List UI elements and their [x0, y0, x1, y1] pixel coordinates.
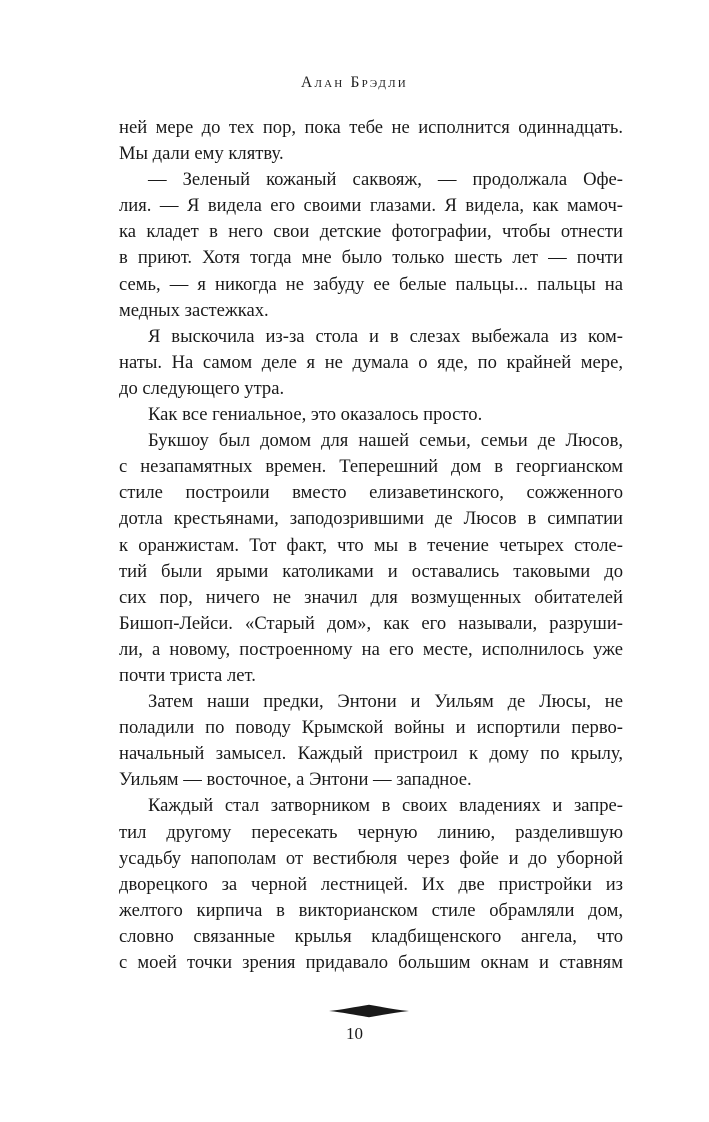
text-line: Как все гениальное, это оказалось просто.: [148, 404, 483, 426]
text-line: наты. На самом деле я не думала о яде, по крайней мере,: [119, 351, 623, 373]
text-line: Затем наши предки, Энтони и Уильям де Люсы, не: [148, 691, 623, 713]
text-line: Каждый стал затворником в своих владениях и запре-: [148, 795, 623, 817]
text-line: Букшоу был домом для нашей семьи, семьи де Люсов,: [148, 430, 623, 452]
folio-ornament-icon: [329, 1004, 409, 1018]
text-line: медных застежках.: [119, 299, 269, 321]
text-line: до следующего утра.: [119, 377, 285, 399]
body-text: [119, 115, 623, 976]
text-line: поладили по поводу Крымской войны и испортили перво-: [119, 717, 623, 739]
page-number: 10: [346, 1024, 363, 1043]
text-line: начальный замысел. Каждый пристроил к дому по крылу,: [119, 743, 623, 765]
text-line: ней мере до тех пор, пока тебе не исполнится одиннадцать.: [119, 117, 623, 138]
text-line: сих пор, ничего не значил для возмущенных обитателей: [119, 586, 623, 608]
text-line: в приют. Хотя тогда мне было только шесть лет — почти: [119, 247, 623, 269]
text-line: тил другому пересекать черную линию, разделившую: [119, 821, 623, 843]
text-line: усадьбу напополам от вестибюля через фойе и до уборной: [119, 847, 623, 869]
text-line: с незапамятных времен. Теперешний дом в георгианском: [119, 456, 623, 478]
text-line: желтого кирпича в викторианском стиле обрамляли дом,: [119, 899, 623, 921]
text-line: тий были ярыми католиками и оставались таковыми до: [119, 560, 623, 582]
running-head: Алан Брэдли: [301, 74, 408, 91]
text-line: с моей точки зрения придавало большим окнам и ставням: [119, 952, 623, 973]
text-line: словно связанные крылья кладбищенского ангела, что: [119, 925, 623, 947]
text-line: Мы дали ему клятву.: [119, 143, 284, 165]
text-line: почти триста лет.: [119, 664, 256, 686]
text-line: — Зеленый кожаный саквояж, — продолжала Офе-: [148, 169, 623, 191]
text-line: дворецкого за черной лестницей. Их две пристройки из: [119, 873, 623, 895]
text-line: Я выскочила из-за стола и в слезах выбежала из ком-: [148, 325, 623, 347]
text-line: семь, — я никогда не забуду ее белые пальцы... пальцы на: [119, 273, 623, 295]
text-line: Уильям — восточное, а Энтони — западное.: [119, 769, 472, 791]
text-line: ли, а новому, построенному на его месте, исполнилось уже: [119, 638, 623, 660]
text-line: лия. — Я видела его своими глазами. Я видела, как мамоч-: [119, 195, 623, 217]
text-line: ка кладет в него свои детские фотографии, чтобы отнести: [119, 221, 623, 243]
text-line: Бишоп-Лейси. «Старый дом», как его называли, разруши-: [119, 612, 623, 634]
text-line: к оранжистам. Тот факт, что мы в течение четырех столе-: [119, 534, 623, 556]
text-line: стиле построили вместо елизаветинского, сожженного: [119, 482, 623, 504]
text-line: дотла крестьянами, заподозрившими де Люсов в симпатии: [119, 508, 623, 530]
